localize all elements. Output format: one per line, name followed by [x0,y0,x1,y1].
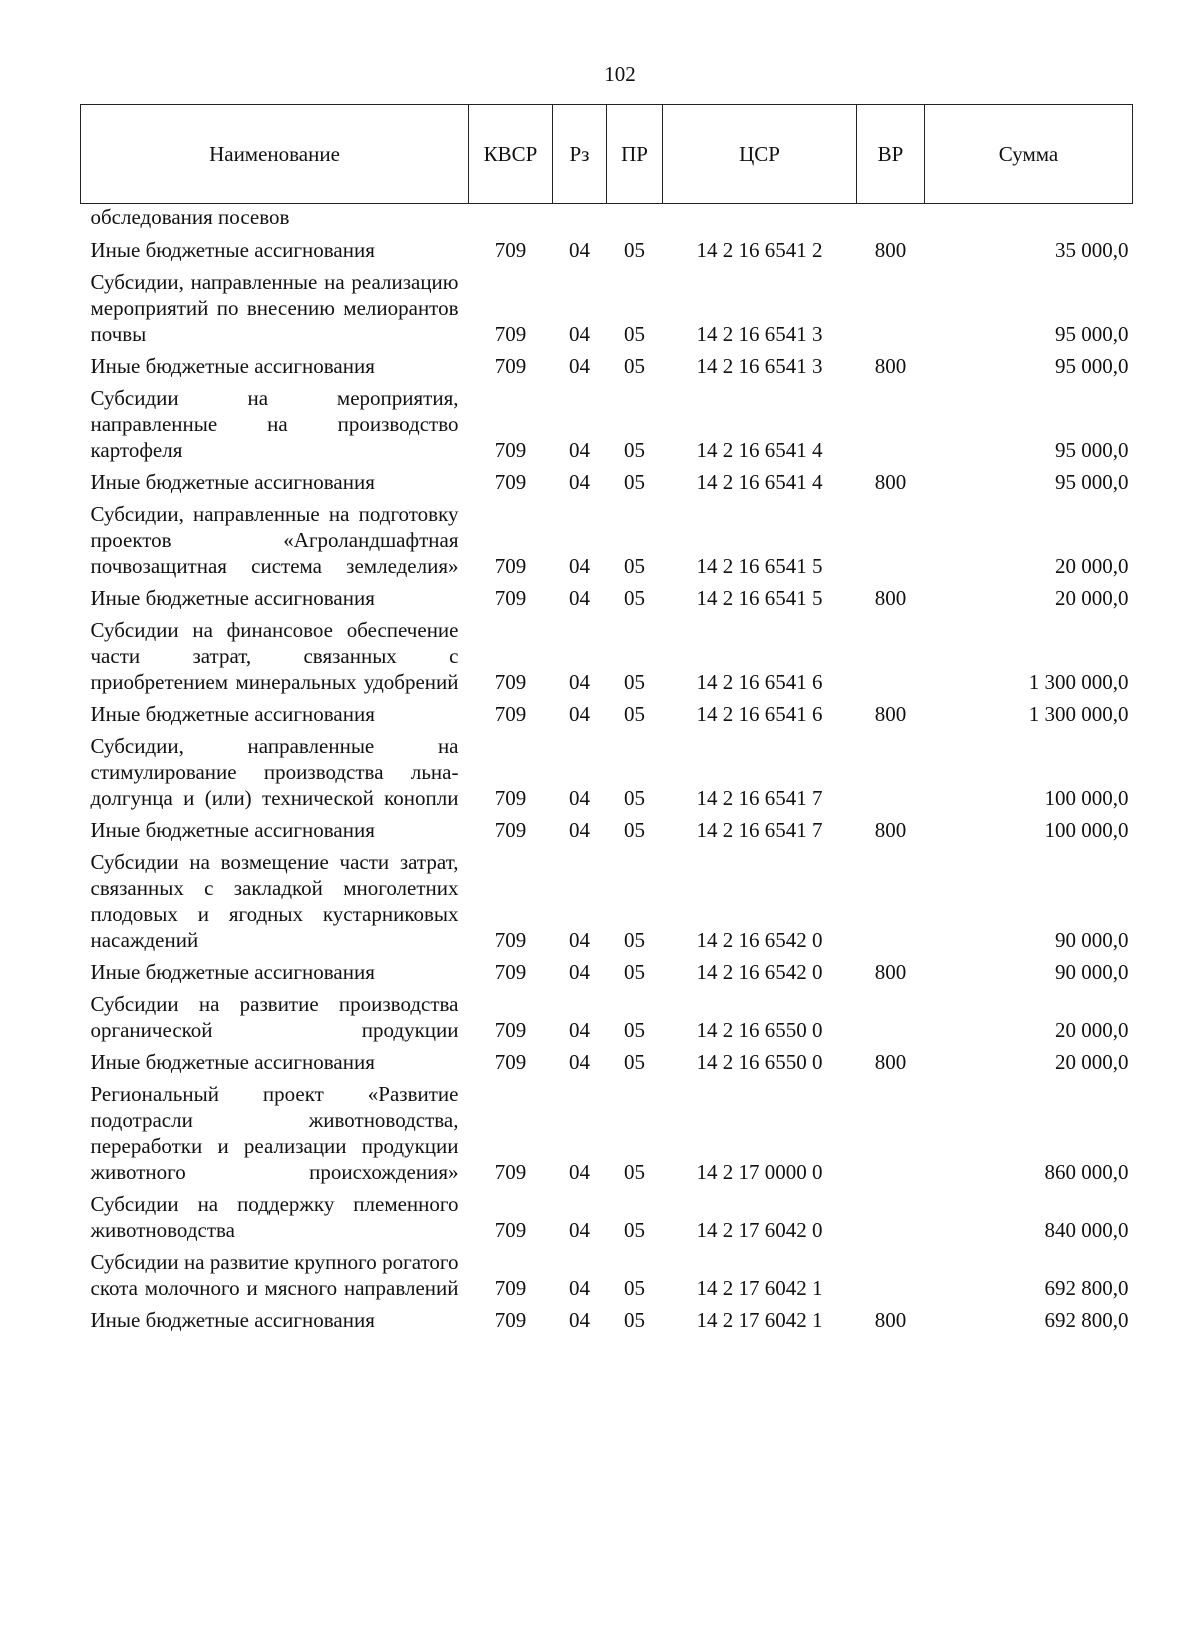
cell-pr: 05 [624,554,645,578]
cell-csr: 14 2 17 6042 1 [696,1276,823,1300]
table-row [81,1246,1133,1304]
cell-kvsr: 709 [494,1018,527,1042]
cell-rz: 04 [569,1050,590,1074]
table-row [81,1078,1133,1188]
cell-vr: 800 [874,818,907,842]
cell-sum: 692 800,0 [1044,1308,1129,1332]
cell-vr [857,1188,925,1246]
table-row [81,988,1133,1046]
table-row [81,466,1133,498]
cell-name: Субсидии, направленные на подготовку проектов «Агроландшафтная почвозащитная система земледелия» [90,502,459,578]
cell-csr: 14 2 17 0000 0 [696,1160,823,1184]
cell-name: Субсидии на развитие крупного рогатого скота молочного и мясного направлений [90,1250,459,1300]
cell-sum: 90 000,0 [1055,928,1129,952]
cell-name: Иные бюджетные ассигнования [90,702,375,726]
cell-vr [857,988,925,1046]
cell-name: Иные бюджетные ассигнования [90,238,375,262]
cell-kvsr: 709 [494,786,527,810]
cell-vr [857,382,925,466]
cell-kvsr: 709 [494,1308,527,1332]
cell-sum: 35 000,0 [1055,238,1129,262]
cell-kvsr: 709 [494,554,527,578]
table-row [81,498,1133,582]
cell-sum: 860 000,0 [1044,1160,1129,1184]
cell-rz: 04 [569,818,590,842]
cell-csr: 14 2 16 6542 0 [696,928,823,952]
cell-sum: 692 800,0 [1044,1276,1129,1300]
cell-pr: 05 [624,322,645,346]
cell-pr: 05 [624,586,645,610]
cell-vr: 800 [874,354,907,378]
cell-rz: 04 [569,1160,590,1184]
header-rz: Рз [553,105,607,204]
cell-rz: 04 [569,1218,590,1242]
cell-pr: 05 [624,470,645,494]
cell-csr: 14 2 16 6541 6 [696,702,823,726]
table-row [81,814,1133,846]
cell-vr: 800 [874,586,907,610]
cell-kvsr: 709 [494,1276,527,1300]
cell-csr: 14 2 16 6541 2 [696,238,823,262]
cell-rz: 04 [569,1308,590,1332]
table-row [81,350,1133,382]
table-row [81,846,1133,956]
table-body [81,204,1133,1337]
cell-kvsr: 709 [494,960,527,984]
continuation-text: обследования посевов [90,205,290,229]
cell-name: Иные бюджетные ассигнования [90,470,375,494]
cell-name: Иные бюджетные ассигнования [90,960,375,984]
cell-rz: 04 [569,470,590,494]
table-row [81,234,1133,266]
cell-csr: 14 2 17 6042 0 [696,1218,823,1242]
cell-vr: 800 [874,1050,907,1074]
cell-pr: 05 [624,1160,645,1184]
cell-vr [857,1078,925,1188]
cell-csr: 14 2 16 6541 7 [696,818,823,842]
cell-vr: 800 [874,470,907,494]
cell-pr: 05 [624,1218,645,1242]
cell-csr: 14 2 16 6541 6 [696,670,823,694]
cell-kvsr: 709 [494,322,527,346]
table-row [81,382,1133,466]
cell-name: Региональный проект «Развитие подотрасли животноводства, переработки и реализации продукции животного происхождения» [90,1082,459,1184]
cell-pr: 05 [624,1018,645,1042]
cell-name: Иные бюджетные ассигнования [90,1308,375,1332]
cell-vr [857,614,925,698]
cell-pr: 05 [624,1308,645,1332]
cell-sum: 95 000,0 [1055,354,1129,378]
cell-pr: 05 [624,1050,645,1074]
cell-kvsr: 709 [494,238,527,262]
cell-pr: 05 [624,354,645,378]
table-row [81,1304,1133,1336]
cell-csr: 14 2 16 6541 3 [696,354,823,378]
cell-csr: 14 2 17 6042 1 [696,1308,823,1332]
cell-csr: 14 2 16 6541 5 [696,554,823,578]
cell-sum: 100 000,0 [1044,818,1129,842]
cell-name: Субсидии на мероприятия, направленные на производство картофеля [90,386,459,462]
cell-name: Субсидии на возмещение части затрат, связанных с закладкой многолетних плодовых и ягодных кустарниковых насаждений [90,850,459,952]
cell-pr: 05 [624,438,645,462]
cell-vr: 800 [874,960,907,984]
cell-sum: 840 000,0 [1044,1218,1129,1242]
cell-sum: 1 300 000,0 [1028,702,1129,726]
table-row [81,698,1133,730]
cell-sum: 1 300 000,0 [1028,670,1129,694]
cell-rz: 04 [569,238,590,262]
table-row [81,1046,1133,1078]
cell-name: Иные бюджетные ассигнования [90,354,375,378]
cell-pr: 05 [624,928,645,952]
cell-pr: 05 [624,238,645,262]
cell-sum: 20 000,0 [1055,1018,1129,1042]
cell-kvsr: 709 [494,1050,527,1074]
header-sum: Сумма [925,105,1133,204]
cell-pr: 05 [624,786,645,810]
cell-rz: 04 [569,670,590,694]
header-pr: ПР [607,105,663,204]
cell-rz: 04 [569,702,590,726]
budget-table [80,104,1133,1336]
cell-kvsr: 709 [494,1160,527,1184]
cell-vr: 800 [874,238,907,262]
table-row [81,1188,1133,1246]
cell-vr [857,846,925,956]
cell-rz: 04 [569,928,590,952]
table-row [81,614,1133,698]
table-row [81,956,1133,988]
cell-vr [857,1246,925,1304]
cell-kvsr: 709 [494,470,527,494]
cell-name: Иные бюджетные ассигнования [90,1050,375,1074]
header-vr: ВР [857,105,925,204]
cell-pr: 05 [624,670,645,694]
cell-kvsr: 709 [494,818,527,842]
cell-kvsr: 709 [494,438,527,462]
cell-sum: 20 000,0 [1055,554,1129,578]
cell-name: Субсидии, направленные на реализацию мероприятий по внесению мелиорантов почвы [90,270,459,346]
cell-pr: 05 [624,960,645,984]
cell-csr: 14 2 16 6541 3 [696,322,823,346]
cell-rz: 04 [569,322,590,346]
cell-sum: 100 000,0 [1044,786,1129,810]
cell-kvsr: 709 [494,1218,527,1242]
header-csr: ЦСР [663,105,857,204]
cell-vr [857,498,925,582]
cell-rz: 04 [569,438,590,462]
table-row [81,582,1133,614]
table-header-row [81,105,1133,204]
table-row [81,266,1133,350]
cell-vr [857,730,925,814]
cell-vr: 800 [874,1308,907,1332]
cell-name: Субсидии на поддержку племенного животноводства [90,1192,459,1242]
cell-csr: 14 2 16 6541 4 [696,470,823,494]
cell-kvsr: 709 [494,586,527,610]
cell-pr: 05 [624,702,645,726]
header-name: Наименование [81,105,469,204]
cell-name: Субсидии, направленные на стимулирование производства льна-долгунца и (или) технической конопли [90,734,459,810]
page-number: 102 [604,62,636,86]
cell-name: Иные бюджетные ассигнования [90,818,375,842]
cell-kvsr: 709 [494,670,527,694]
cell-csr: 14 2 16 6550 0 [696,1018,823,1042]
cell-sum: 90 000,0 [1055,960,1129,984]
cell-vr: 800 [874,702,907,726]
cell-name: Субсидии на финансовое обеспечение части затрат, связанных с приобретением минеральных удобрений [90,618,459,694]
cell-sum: 95 000,0 [1055,438,1129,462]
cell-kvsr: 709 [494,702,527,726]
header-kvsr: КВСР [469,105,553,204]
cell-sum: 20 000,0 [1055,1050,1129,1074]
cell-rz: 04 [569,1276,590,1300]
cell-sum: 95 000,0 [1055,322,1129,346]
cell-csr: 14 2 16 6541 4 [696,438,823,462]
cell-vr [857,266,925,350]
cell-sum: 95 000,0 [1055,470,1129,494]
cell-rz: 04 [569,586,590,610]
cell-pr: 05 [624,818,645,842]
cell-rz: 04 [569,786,590,810]
cell-rz: 04 [569,554,590,578]
cell-csr: 14 2 16 6542 0 [696,960,823,984]
cell-sum: 20 000,0 [1055,586,1129,610]
cell-name: Субсидии на развитие производства органической продукции [90,992,459,1042]
cell-kvsr: 709 [494,354,527,378]
cell-kvsr: 709 [494,928,527,952]
table-row [81,730,1133,814]
cell-csr: 14 2 16 6541 7 [696,786,823,810]
cell-pr: 05 [624,1276,645,1300]
continuation-row [81,204,1133,235]
cell-rz: 04 [569,354,590,378]
cell-name: Иные бюджетные ассигнования [90,586,375,610]
cell-rz: 04 [569,1018,590,1042]
cell-rz: 04 [569,960,590,984]
cell-csr: 14 2 16 6550 0 [696,1050,823,1074]
cell-csr: 14 2 16 6541 5 [696,586,823,610]
